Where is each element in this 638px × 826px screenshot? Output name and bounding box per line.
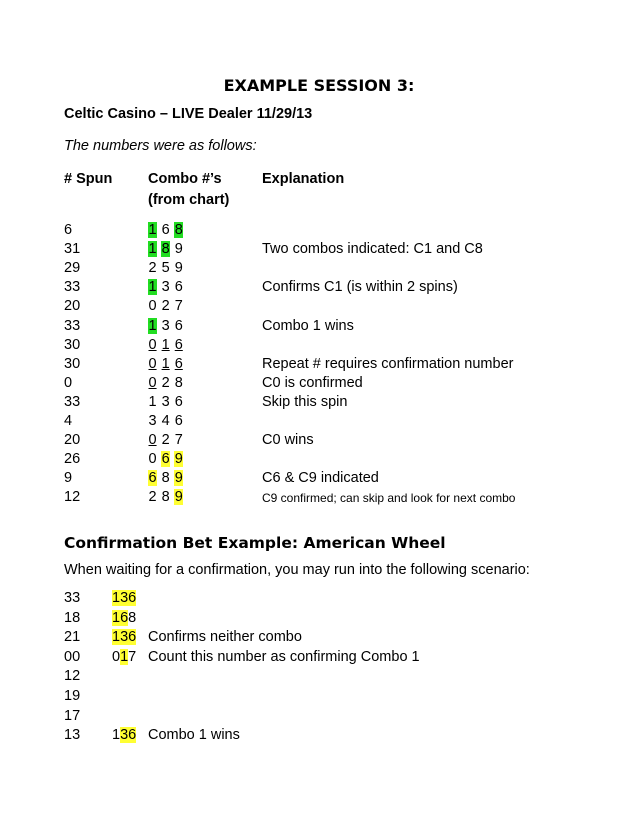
spun-number: 17: [64, 707, 81, 724]
combo-digits: [148, 451, 183, 467]
combo-digit: 6: [161, 222, 170, 238]
combo-segment: 1: [112, 727, 121, 744]
explanation-text: Repeat # requires confirmation number: [262, 355, 514, 372]
combo-digits: [112, 727, 136, 743]
combo-digit: 3: [148, 413, 157, 429]
combo-digit: 3: [161, 317, 170, 334]
combo-digit: 6: [148, 470, 157, 487]
combo-digit: 1: [148, 279, 157, 296]
combo-digits: [148, 432, 183, 448]
header-combo-sub: (from chart): [148, 192, 230, 208]
combo-digits: [148, 375, 183, 391]
combo-digits: [112, 590, 136, 606]
combo-digit: 6: [161, 451, 170, 468]
combo-digit: 1: [148, 222, 157, 238]
explanation-text: C9 confirmed; can skip and look for next combo: [262, 491, 516, 506]
combo-digit: 7: [174, 432, 183, 449]
explanation-text: Skip this spin: [262, 393, 348, 410]
combo-digits: [148, 394, 183, 410]
combo-digits: [148, 241, 183, 257]
combo-digits: [112, 629, 136, 645]
combo-digits: [148, 318, 183, 334]
combo-digit: 1: [148, 317, 157, 334]
combo-digit: 6: [174, 393, 183, 410]
combo-segment: 8: [128, 609, 137, 626]
combo-digit: 0: [148, 451, 157, 468]
spun-number: 29: [64, 260, 81, 277]
spun-number: 12: [64, 489, 81, 506]
explanation-text: Two combos indicated: C1 and C8: [262, 241, 483, 258]
combo-digit: 9: [174, 470, 183, 487]
section2-description: When waiting for a confirmation, you may run into the following scenario:: [64, 562, 530, 578]
combo-digit: 0: [148, 336, 157, 353]
spun-number: 33: [64, 393, 81, 410]
spun-number: 13: [64, 727, 81, 744]
combo-digits: [148, 298, 183, 314]
spun-number: 9: [64, 470, 73, 487]
combo-digit: 9: [174, 451, 183, 468]
combo-digit: 7: [174, 298, 183, 315]
combo-segment: 36: [120, 727, 137, 744]
combo-segment: 7: [128, 648, 137, 665]
spun-number: 33: [64, 279, 81, 296]
combo-digits: [112, 610, 136, 626]
combo-digits: [148, 337, 183, 353]
combo-segment: 1: [120, 648, 129, 665]
combo-digits: [148, 279, 183, 295]
spun-number: 31: [64, 241, 81, 258]
combo-digits: [148, 260, 183, 276]
intro-text: The numbers were as follows:: [64, 138, 257, 154]
combo-digit: 8: [174, 222, 183, 238]
combo-digit: 8: [161, 241, 170, 258]
spun-number: 12: [64, 668, 81, 685]
spun-number: 6: [64, 222, 73, 238]
spun-number: 21: [64, 629, 81, 646]
combo-digit: 1: [161, 336, 170, 353]
spun-number: 30: [64, 355, 81, 372]
combo-segment: 0: [112, 648, 121, 665]
note-text: Count this number as confirming Combo 1: [148, 648, 420, 665]
combo-digit: 1: [161, 355, 170, 372]
spun-number: 20: [64, 298, 81, 315]
spun-number: 4: [64, 413, 73, 429]
combo-digit: 5: [161, 260, 170, 277]
header-combo: Combo #’s: [148, 171, 222, 187]
combo-digit: 8: [174, 374, 183, 391]
explanation-text: Combo 1 wins: [262, 317, 354, 334]
combo-digit: 2: [161, 298, 170, 315]
header-spun: # Spun: [64, 171, 113, 187]
combo-digits: [148, 413, 183, 429]
combo-digit: 6: [174, 413, 183, 429]
explanation-text: C0 is confirmed: [262, 374, 363, 391]
combo-digit: 6: [174, 355, 183, 372]
combo-digits: [148, 489, 183, 505]
combo-digit: 2: [161, 432, 170, 449]
combo-segment: 136: [112, 629, 137, 646]
note-text: Combo 1 wins: [148, 727, 240, 744]
spun-number: 33: [64, 317, 81, 334]
combo-digit: 1: [148, 241, 157, 258]
session-subtitle: Celtic Casino – LIVE Dealer 11/29/13: [64, 106, 313, 122]
spun-number: 00: [64, 648, 81, 665]
combo-digit: 6: [174, 279, 183, 296]
explanation-text: C0 wins: [262, 432, 314, 449]
combo-digits: [112, 649, 136, 665]
combo-digit: 2: [148, 260, 157, 277]
combo-segment: 136: [112, 590, 137, 606]
combo-digit: 4: [161, 413, 170, 429]
combo-digit: 9: [174, 241, 183, 258]
combo-segment: 16: [112, 609, 129, 626]
explanation-text: Confirms C1 (is within 2 spins): [262, 279, 458, 296]
combo-digit: 2: [148, 489, 157, 506]
page-title: EXAMPLE SESSION 3:: [223, 76, 415, 95]
spun-number: 20: [64, 432, 81, 449]
combo-digit: 3: [161, 279, 170, 296]
combo-digit: 0: [148, 374, 157, 391]
combo-digit: 2: [161, 374, 170, 391]
spun-number: 19: [64, 688, 81, 704]
combo-digit: 6: [174, 336, 183, 353]
combo-digit: 9: [174, 489, 183, 506]
combo-digit: 3: [161, 393, 170, 410]
combo-digit: 8: [161, 470, 170, 487]
combo-digit: 9: [174, 260, 183, 277]
spun-number: 18: [64, 609, 81, 626]
explanation-text: C6 & C9 indicated: [262, 470, 379, 487]
section2-heading: Confirmation Bet Example: American Wheel: [64, 534, 446, 552]
combo-digits: [148, 222, 183, 238]
combo-digit: 0: [148, 355, 157, 372]
combo-digit: 0: [148, 432, 157, 449]
combo-digits: [148, 356, 183, 372]
combo-digit: 8: [161, 489, 170, 506]
header-explanation: Explanation: [262, 171, 345, 187]
note-text: Confirms neither combo: [148, 629, 302, 646]
combo-digits: [148, 470, 183, 486]
spun-number: 33: [64, 590, 81, 606]
combo-digit: 0: [148, 298, 157, 315]
combo-digit: 6: [174, 317, 183, 334]
spun-number: 0: [64, 374, 73, 391]
spun-number: 30: [64, 336, 81, 353]
spun-number: 26: [64, 451, 81, 468]
combo-digit: 1: [148, 393, 157, 410]
